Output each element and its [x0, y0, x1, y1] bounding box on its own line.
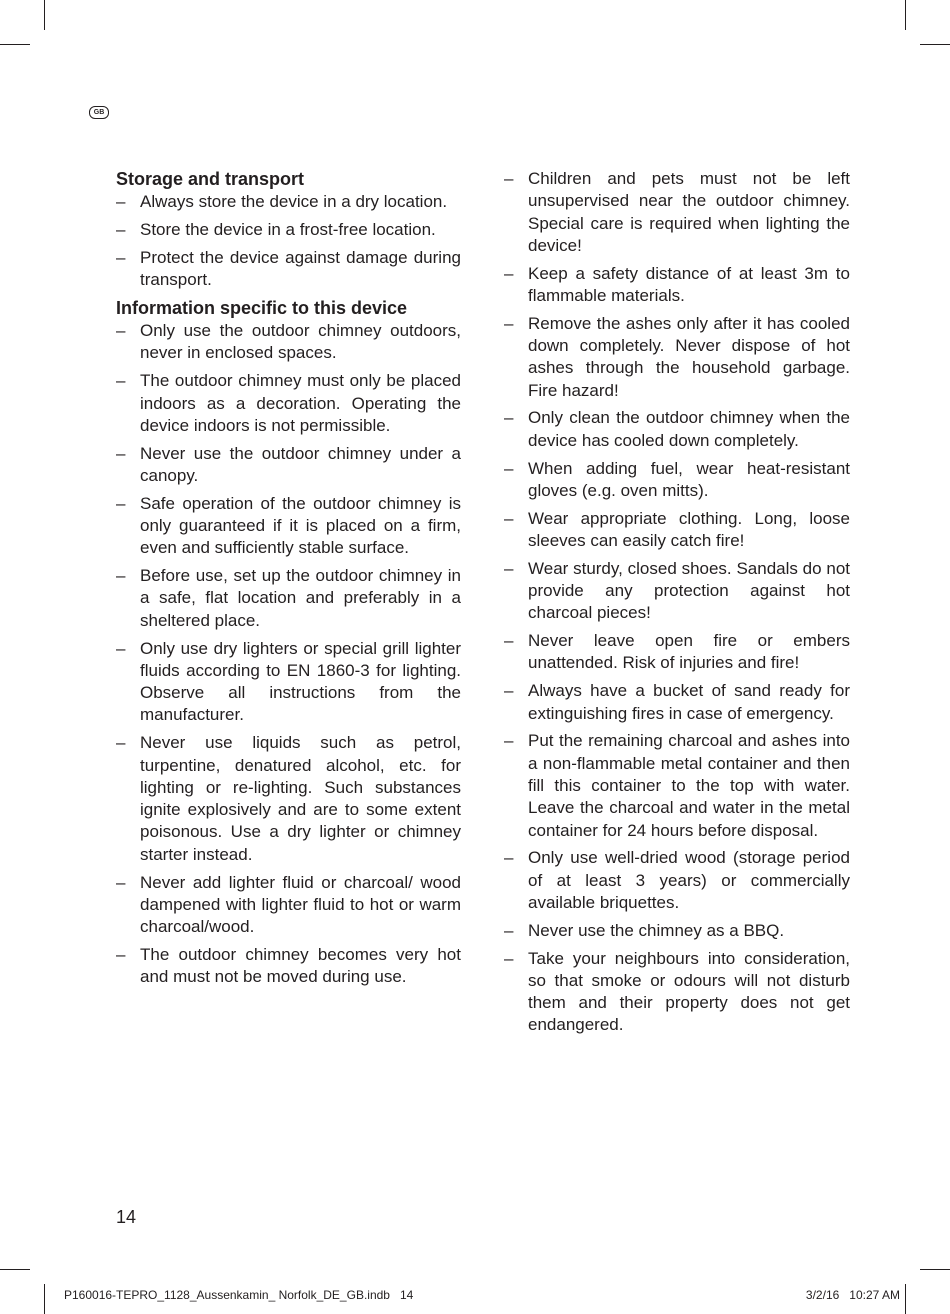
- list-item: – The outdoor chimney becomes very hot and must not be moved during use.: [116, 944, 461, 989]
- footer-file-info: P160016-TEPRO_1128_Aussenkamin_ Norfolk_DE_GB.indb 14: [64, 1288, 414, 1302]
- crop-mark-bottom-right-v: [905, 1284, 906, 1314]
- page-number: 14: [116, 1207, 137, 1227]
- crop-mark-bottom-right-h: [920, 1269, 950, 1270]
- list-item: – Always store the device in a dry location.: [116, 191, 461, 213]
- list-item: – Never use the outdoor chimney under a canopy.: [116, 443, 461, 488]
- list-item: – Safe operation of the outdoor chimney is only guaranteed if it is placed on a firm, even and sufficiently stable surface.: [116, 493, 461, 560]
- list-item: – Take your neighbours into consideration, so that smoke or odours will not disturb them and their property does not get endangered.: [504, 948, 850, 1037]
- list-item: – Before use, set up the outdoor chimney in a safe, flat location and preferably in a sheltered place.: [116, 565, 461, 632]
- list-item: – Wear appropriate clothing. Long, loose sleeves can easily catch fire!: [504, 508, 850, 553]
- list-item: – When adding fuel, wear heat-resistant gloves (e.g. oven mitts).: [504, 458, 850, 503]
- list-item: – Only use the outdoor chimney outdoors, never in enclosed spaces.: [116, 320, 461, 365]
- left-column: [116, 168, 461, 995]
- safety-list: [504, 168, 850, 1037]
- crop-mark-top-left-v: [44, 0, 45, 30]
- list-item: – Protect the device against damage during transport.: [116, 247, 461, 292]
- crop-mark-top-left-h: [0, 44, 30, 45]
- list-item: – Store the device in a frost-free location.: [116, 219, 461, 241]
- storage-heading: Storage and transport: [116, 169, 305, 189]
- list-item: – Always have a bucket of sand ready for extinguishing fires in case of emergency.: [504, 680, 850, 725]
- list-item: – Only use well-dried wood (storage period of at least 3 years) or commercially available briquettes.: [504, 847, 850, 914]
- list-item: – Only clean the outdoor chimney when the device has cooled down completely.: [504, 407, 850, 452]
- list-item: – Never add lighter fluid or charcoal/ wood dampened with lighter fluid to hot or warm charcoal/wood.: [116, 872, 461, 939]
- list-item: – Never use liquids such as petrol, turpentine, denatured alcohol, etc. for lighting or re-lighting. Such substances ignite explosively and are to some extent poisonous. Use a dry lighter or chimney starter instead.: [116, 732, 461, 866]
- specific-list: [116, 320, 461, 988]
- crop-mark-bottom-left-h: [0, 1269, 30, 1270]
- list-item: – The outdoor chimney must only be placed indoors as a decoration. Operating the device indoors is not permissible.: [116, 370, 461, 437]
- list-item: – Keep a safety distance of at least 3m to flammable materials.: [504, 263, 850, 308]
- list-item: – Never use the chimney as a BBQ.: [504, 920, 850, 942]
- list-item: – Children and pets must not be left unsupervised near the outdoor chimney. Special care is required when lighting the device!: [504, 168, 850, 257]
- storage-list: [116, 191, 461, 291]
- language-badge: GB: [89, 106, 109, 119]
- list-item: – Never leave open fire or embers unattended. Risk of injuries and fire!: [504, 630, 850, 675]
- list-item: – Remove the ashes only after it has cooled down completely. Never dispose of hot ashes through the household garbage. Fire hazard!: [504, 313, 850, 402]
- crop-mark-top-right-h: [920, 44, 950, 45]
- right-column: [504, 168, 850, 1043]
- crop-mark-bottom-left-v: [44, 1284, 45, 1314]
- list-item: – Wear sturdy, closed shoes. Sandals do not provide any protection against hot charcoal pieces!: [504, 558, 850, 625]
- footer-datetime: 3/2/16 10:27 AM: [805, 1288, 900, 1302]
- specific-heading: Information specific to this device: [116, 298, 408, 319]
- crop-mark-top-right-v: [905, 0, 906, 30]
- list-item: – Only use dry lighters or special grill lighter fluids according to EN 1860-3 for lighting. Observe all instructions from the manufacturer.: [116, 638, 461, 727]
- list-item: – Put the remaining charcoal and ashes into a non-flammable metal container and then fill this container to the top with water. Leave the charcoal and water in the metal container for 24 hours before disposal.: [504, 730, 850, 841]
